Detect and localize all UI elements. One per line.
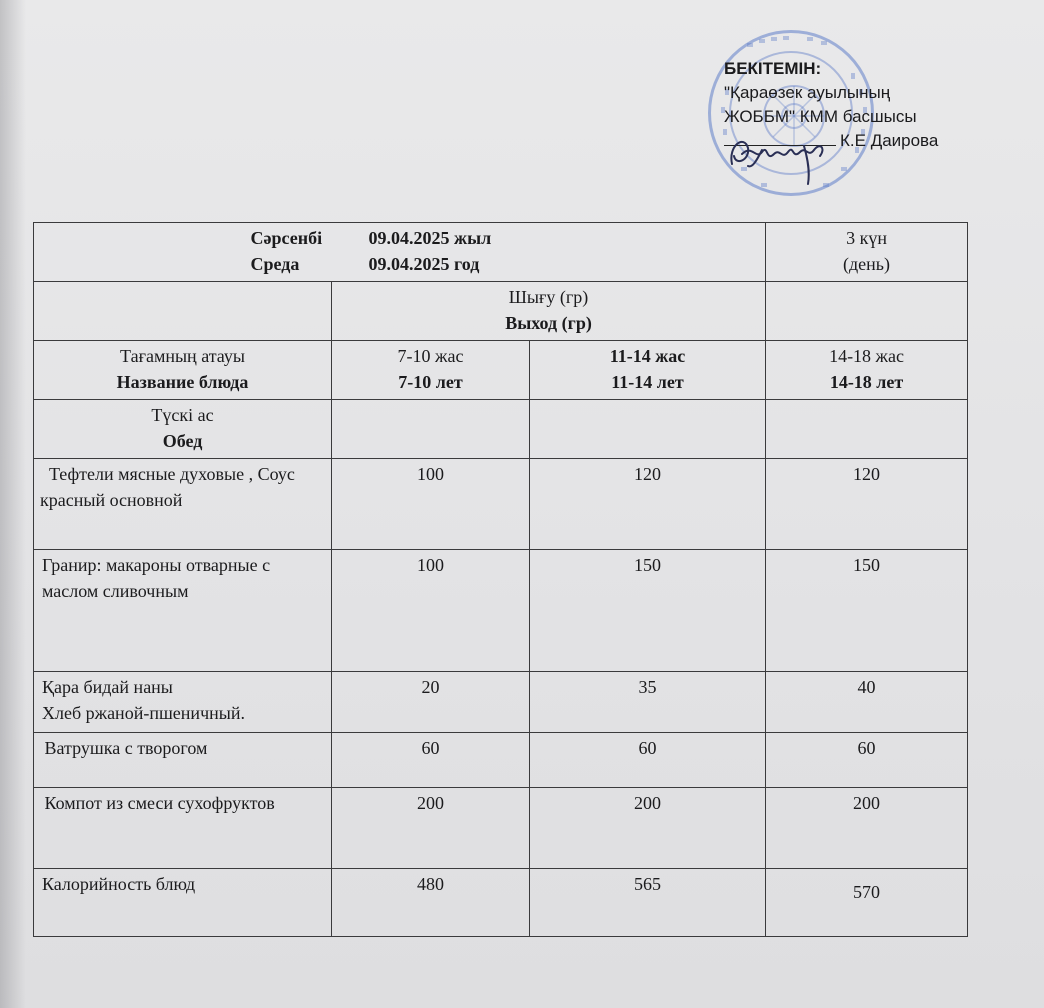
dish-name: Компот из смеси сухофруктов [34, 788, 332, 869]
table-row [34, 788, 968, 869]
col-age3-ru: 14-18 лет [829, 372, 904, 392]
calories-14-18: 570 [766, 869, 968, 937]
dish-name: Тефтели мясные духовые , Соус красный основной [34, 459, 332, 550]
day-ru: Среда [250, 254, 300, 274]
page-edge-shadow [0, 0, 26, 1008]
dish-name-ru: Хлеб ржаной-пшеничный. [42, 703, 245, 723]
calories-7-10: 480 [332, 869, 530, 937]
table-row-date [34, 223, 968, 282]
table-row-total [34, 869, 968, 937]
col-age2-kz: 11-14 жас [609, 346, 686, 366]
approval-line-2: ЖОББМ" КММ басшысы [724, 107, 917, 126]
date-cell [34, 223, 766, 282]
qty-14-18: 200 [766, 788, 968, 869]
col-dish-kz: Тағамның атауы [120, 346, 245, 366]
col-age-7-10 [332, 341, 530, 400]
day-kz: Сәрсенбі [250, 228, 323, 248]
dish-name-bilingual [34, 672, 332, 733]
qty-11-14: 150 [530, 550, 766, 672]
menu-table [33, 222, 968, 937]
approval-line-1: "Қараөзек ауылының [724, 83, 891, 102]
day-number-cell [766, 223, 968, 282]
output-kz: Шығу (гр) [508, 287, 589, 307]
empty-cell [34, 282, 332, 341]
dish-name: Гранир: макароны отварные с маслом сливочным [34, 550, 332, 672]
calories-label: Калорийность блюд [34, 869, 332, 937]
date-ru: 09.04.2025 год [368, 254, 480, 274]
qty-14-18: 60 [766, 733, 968, 788]
table-row-columns [34, 341, 968, 400]
col-age1-ru: 7-10 лет [398, 372, 463, 392]
col-age-11-14 [530, 341, 766, 400]
col-dish [34, 341, 332, 400]
empty-cell [332, 400, 530, 459]
meal-kz: Түскі ас [151, 405, 214, 425]
col-age3-kz: 14-18 жас [829, 346, 904, 366]
qty-11-14: 200 [530, 788, 766, 869]
table-row [34, 550, 968, 672]
empty-cell [766, 282, 968, 341]
qty-7-10: 60 [332, 733, 530, 788]
qty-11-14: 120 [530, 459, 766, 550]
col-age2-ru: 11-14 лет [611, 372, 684, 392]
day-number-kz: 3 күн [846, 228, 887, 248]
qty-11-14: 60 [530, 733, 766, 788]
col-age-14-18 [766, 341, 968, 400]
table-row-meal [34, 400, 968, 459]
col-age1-kz: 7-10 жас [397, 346, 464, 366]
meal-ru: Обед [162, 431, 203, 451]
handwritten-signature [722, 126, 842, 190]
empty-cell [766, 400, 968, 459]
qty-7-10: 100 [332, 459, 530, 550]
date-grid [251, 225, 549, 277]
calories-11-14: 565 [530, 869, 766, 937]
approval-title: БЕКІТЕМІН: [724, 59, 822, 78]
table-row [34, 459, 968, 550]
qty-14-18: 120 [766, 459, 968, 550]
dish-name: Ватрушка с творогом [34, 733, 332, 788]
qty-7-10: 100 [332, 550, 530, 672]
qty-7-10: 200 [332, 788, 530, 869]
meal-cell [34, 400, 332, 459]
date-kz: 09.04.2025 жыл [368, 228, 492, 248]
table-row-output [34, 282, 968, 341]
qty-7-10: 20 [332, 672, 530, 733]
day-number-ru: (день) [843, 254, 891, 274]
table-row [34, 733, 968, 788]
output-ru: Выход (гр) [505, 313, 592, 333]
output-cell [332, 282, 766, 341]
empty-cell [530, 400, 766, 459]
qty-14-18: 40 [766, 672, 968, 733]
qty-11-14: 35 [530, 672, 766, 733]
col-dish-ru: Название блюда [116, 372, 249, 392]
approval-signer: К.Е Даирова [840, 131, 939, 150]
dish-name-kz: Қара бидай наны [42, 677, 173, 697]
table-row [34, 672, 968, 733]
qty-14-18: 150 [766, 550, 968, 672]
